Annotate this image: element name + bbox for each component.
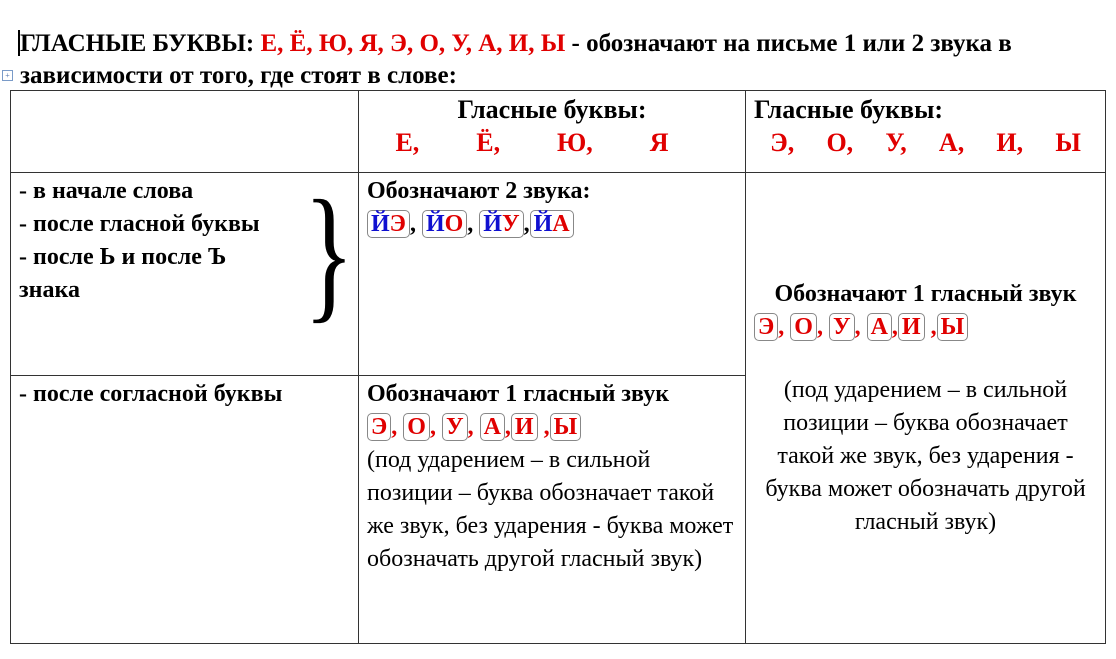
table-move-handle-icon[interactable]: + <box>2 70 13 81</box>
header-other-vowels <box>746 91 1106 173</box>
sound-bracket: Ы <box>937 313 969 341</box>
cell-note: (под ударением – в сильной позиции – буква обозначает такой же звук, без ударения - буква может обозначать другой гласный звук) <box>367 447 734 572</box>
letter: Ё, <box>476 128 501 157</box>
sound-bracket: А <box>867 313 892 341</box>
sound-bracket: Ы <box>550 413 582 441</box>
header-title: Гласные буквы: <box>457 95 647 124</box>
letter: Е, <box>395 128 420 157</box>
letter: Ю, <box>557 128 593 157</box>
curly-brace-icon: } <box>303 170 355 336</box>
two-sounds-cell: Обозначают 2 звука: ЙЭ , ЙО , ЙУ , ЙА <box>359 173 746 376</box>
intro-label: ГЛАСНЫЕ БУКВЫ: <box>20 30 255 57</box>
cell-title: Обозначают 1 гласный звук <box>367 381 670 407</box>
letter: Я <box>649 128 669 157</box>
sound-bracket: ЙА <box>530 210 574 238</box>
intro-letters: Е, Ё, Ю, Я, Э, О, У, А, И, Ы <box>260 30 566 57</box>
letter: А, <box>938 128 965 157</box>
one-sound-cell-right: Обозначают 1 гласный звук Э , О , У , А , И , Ы (под ударением – в сильной позиции – буква обозначает такой же звук, без ударения - буква может обозначать другой гласный звук) <box>746 173 1106 644</box>
letter: И, <box>996 128 1024 157</box>
letter: Э, <box>770 128 795 157</box>
intro-paragraph <box>20 28 1110 92</box>
cell-title: Обозначают 1 гласный звук <box>774 280 1077 307</box>
sound-bracket: О <box>403 413 430 441</box>
condition: - после Ь и после Ъ знака <box>19 244 227 303</box>
sound-bracket: ЙУ <box>479 210 523 238</box>
cell-title: Обозначают 2 звука: <box>367 178 591 204</box>
sound-bracket: И <box>511 413 538 441</box>
sound-bracket: О <box>790 313 817 341</box>
sound-bracket: И <box>898 313 925 341</box>
sound-bracket: У <box>829 313 855 341</box>
header-title: Гласные буквы: <box>754 95 944 124</box>
one-sound-cell: Обозначают 1 гласный звук Э , О , У , А , И , Ы (под ударением – в сильной позиции – буква обозначает такой же звук, без ударения - буква может обозначать другой гласный звук) <box>359 376 746 644</box>
empty-cell <box>11 91 359 173</box>
vowels-table <box>10 90 1106 644</box>
cell-note: (под ударением – в сильной позиции – буква обозначает такой же звук, без ударения - буква может обозначать другой гласный звук) <box>765 376 1086 535</box>
sound-bracket: А <box>480 413 505 441</box>
sound-bracket: ЙО <box>422 210 467 238</box>
condition: - после согласной буквы <box>19 381 283 407</box>
condition: - в начале слова <box>19 178 194 204</box>
letter: О, <box>826 128 854 157</box>
sound-bracket: У <box>442 413 468 441</box>
condition: - после гласной буквы <box>19 211 260 237</box>
header-e-yo-yu-ya <box>359 91 746 173</box>
sound-bracket: Э <box>367 413 391 441</box>
sound-bracket: Э <box>754 313 778 341</box>
sound-bracket: ЙЭ <box>367 210 410 238</box>
letter: Ы <box>1055 128 1081 157</box>
condition-cell-consonant <box>11 376 359 644</box>
intro-rest: - обозначают на письме 1 или 2 звука в зависимости от того, где стоят в слове: <box>20 30 1012 89</box>
letter: У, <box>885 128 907 157</box>
